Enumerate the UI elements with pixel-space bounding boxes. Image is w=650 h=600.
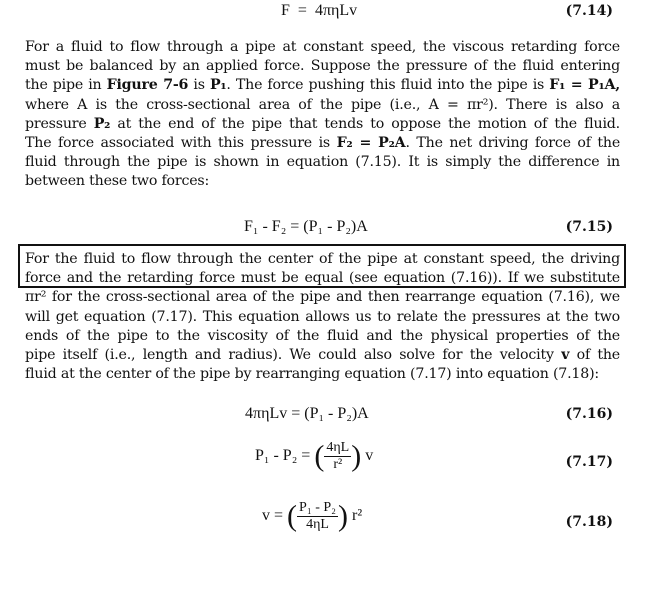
text-line: πr² for the cross-sectional area of the pipe and then rearrange equation (7.16), we [25,289,620,306]
equation-7-15-expr: F₁ - F₂ = (P₁ - P₂)A [244,218,368,235]
fraction: $\frac{\text{P₁ - P₂}}{4\eta L}$ [299,500,337,532]
text-line: fluid through the pipe is shown in equation (7.15). It is simply the difference in [25,154,620,171]
text-line: ends of the pipe to the viscosity of the fluid and the physical properties of the [25,327,620,344]
equation-number: (7.17) [565,454,613,470]
text-line: the pipe in Figure 7-6 is P₁. The force pushing this fluid into the pipe is F₁ = P₁A, [25,77,620,94]
fraction: $\frac{4\eta L}{\text{r²}}$ [326,440,350,472]
text-line: will get equation (7.17). This equation allows us to relate the pressures at the two [25,308,620,325]
text-line: must be balanced by an applied force. Suppose the pressure of the fluid entering [25,58,620,75]
equation-number: (7.18) [565,514,613,530]
text-line: pressure P₂ at the end of the pipe that tends to oppose the motion of the fluid. [25,115,620,132]
equation-7-14-expr: F = 4πηLv [281,2,358,19]
text-line: For a fluid to flow through a pipe at constant speed, the viscous retarding force [25,39,620,55]
text-line: force and the retarding force must be equal (see equation (7.16)). If we substitute [25,270,620,287]
text-line: where A is the cross-sectional area of the pipe (i.e., A = πr²). There is also a [25,96,620,113]
equation-number: (7.14) [565,3,613,19]
figure-reference: Figure 7-6 [106,77,189,94]
equation-7-18-expr: v = ( $\frac{\text{P₁ - P₂}}{4\eta L}$ ) r² [262,499,363,533]
equation-number: (7.16) [565,406,613,422]
equation-7-17 [0,440,650,484]
text-line: The force associated with this pressure is F₂ = P₂A. The net driving force of the [25,135,621,152]
paragraph-driving-force [25,250,620,384]
text-line: fluid at the center of the pipe by rearranging equation (7.17) into equation (7.18): [25,366,599,383]
paragraph-viscous-force [25,38,620,192]
text-line: pipe itself (i.e., length and radius). We could also solve for the velocity v of the [25,347,621,364]
equation-7-16-expr: 4πηLv = (P₁ - P₂)A [245,405,369,422]
equation-number: (7.15) [565,219,613,235]
text-line: between these two forces: [25,173,210,190]
text-line: For the fluid to flow through the center of the pipe at constant speed, the driving [25,251,620,267]
equation-7-18 [0,500,650,544]
equation-7-17-expr: P₁ - P₂ = ( $\frac{4\eta L}{\text{r²}}$ ) v [255,439,374,473]
